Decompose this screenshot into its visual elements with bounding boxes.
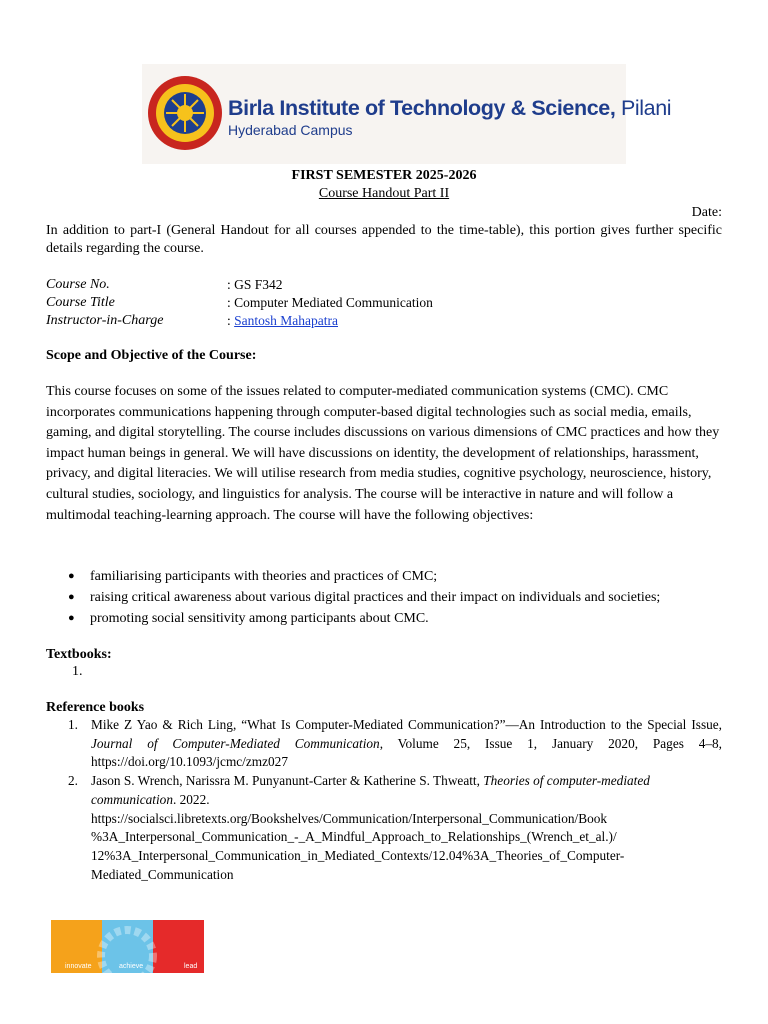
instructor-value: : Santosh Mahapatra (227, 313, 338, 328)
course-title-value: : Computer Mediated Communication (227, 295, 433, 310)
instructor-link[interactable]: Santosh Mahapatra (234, 313, 338, 328)
reference-item: 1. Mike Z Yao & Rich Ling, “What Is Computer-Mediated Communication?”—An Introduction to the Special Issue, Journal of Computer-Mediated Communication, Volume 25, Issue 1, January 2020, Pages 4–8, https://doi.org/10.1093/jcmc/zmz027 (68, 717, 722, 770)
reference-url-line: Mediated_Communication (91, 866, 234, 882)
reference-url-line: https://socialsci.libretexts.org/Bookshelves/Communication/Interpersonal_Communication/Book (91, 810, 608, 826)
list-item: ● familiarising participants with theories and practices of CMC; (46, 566, 660, 587)
reference-list (46, 716, 722, 884)
course-title-label: Course Title (46, 295, 115, 310)
objectives-list (46, 566, 660, 629)
list-item: ● raising critical awareness about various digital practices and their impact on individuals and societies; (46, 587, 660, 608)
reference-books-heading: Reference books (46, 700, 145, 715)
textbook-item: 1. (72, 664, 83, 679)
bits-seal-icon (146, 74, 224, 152)
institute-logo-banner (142, 64, 672, 164)
semester-title: FIRST SEMESTER 2025-2026 (291, 168, 477, 183)
course-number-value: : GS F342 (227, 277, 283, 292)
logo-word-achieve: achieve (119, 963, 144, 970)
innovate-achieve-lead-logo (51, 920, 204, 973)
textbooks-heading: Textbooks: (46, 647, 112, 662)
logo-word-innovate: innovate (65, 963, 92, 970)
bullet-icon: ● (68, 612, 75, 624)
institute-name: Birla Institute of Technology & Science, Pilani (228, 96, 672, 120)
intro-paragraph: In addition to part-I (General Handout for all courses appended to the time-table), this portion gives further specific details regarding the course. (46, 223, 722, 256)
reference-url-line: %3A_Interpersonal_Communication_-_A_Mindful_Approach_to_Relationships_(Wrench_et_al.)/ (91, 829, 617, 845)
list-item: ● promoting social sensitivity among participants about CMC. (46, 608, 660, 629)
logo-word-lead: lead (184, 963, 198, 970)
course-number-label: Course No. (46, 277, 110, 292)
reference-url-line: 12%3A_Interpersonal_Communication_in_Mediated_Contexts/12.04%3A_Theories_of_Computer- (91, 847, 625, 863)
campus-name: Hyderabad Campus (228, 122, 353, 138)
bullet-icon: ● (68, 591, 75, 603)
instructor-label: Instructor-in-Charge (46, 313, 164, 328)
reference-item: 2. Jason S. Wrench, Narissra M. Punyanunt-Carter & Katherine S. Thweatt, Theories of computer-mediated communication. 2022. https://socialsci.libretexts.org/Bookshelves/Communication/Interpersonal_Communication/Book %3A_Interpersonal_Communication_-_A_Mindful_Approach_to_Relationships_(Wrench_et_al.)/ 12%3A_Interpersonal_Communication_in_Mediated_Contexts/12.04%3A_Theories_of_Computer- Mediated_Communication (68, 773, 650, 882)
date-label: Date: (691, 205, 722, 220)
scope-paragraph: This course focuses on some of the issues related to computer-mediated communication systems (CMC). CMC incorporates communications happening through computer-based digital technologies such as social media, emails, gaming, and digital storytelling. The course includes discussions on various dimensions of CMC practices and how they impact human beings in general. We will have discussions on identity, the development of relationships, harassment, privacy, and digital literacies. We will utilise research from media studies, cognitive psychology, neuroscience, history, cultural studies, sociology, and linguistics for analysis. The course will be interactive in nature and will follow a multimodal teaching-learning approach. The course will have the following objectives: (46, 384, 720, 523)
bullet-icon: ● (68, 570, 75, 582)
handout-title: Course Handout Part II (318, 186, 450, 201)
scope-heading: Scope and Objective of the Course: (46, 348, 257, 363)
